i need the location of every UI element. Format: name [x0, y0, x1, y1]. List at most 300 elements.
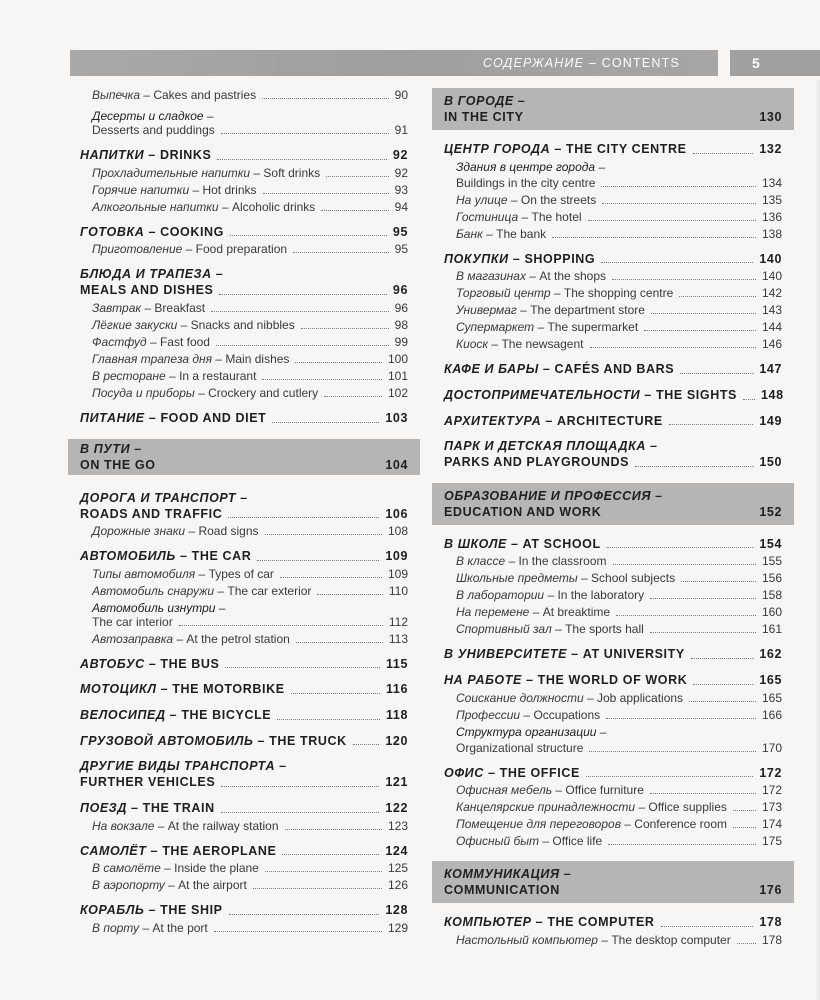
- toc-entry[interactable]: Посуда и приборы – Crockery and cutlery 102: [92, 385, 408, 400]
- section-en: PARKS AND PLAYGROUNDS: [444, 455, 630, 470]
- toc-section[interactable]: НА РАБОТЕ – THE WORLD OF WORK 165: [444, 673, 782, 687]
- entry-ru: Профессии: [456, 707, 521, 722]
- dot-leader: [601, 262, 753, 263]
- toc-entry[interactable]: Дорожные знаки – Road signs 108: [92, 524, 408, 539]
- page-ref: 122: [385, 800, 408, 815]
- toc-entry[interactable]: Универмаг – The department store 143: [456, 303, 782, 318]
- section-en: THE BICYCLE: [181, 708, 272, 722]
- entry-ru: Десерты и сладкое –: [92, 109, 214, 123]
- page-ref: 101: [387, 368, 408, 383]
- toc-entry[interactable]: Супермаркет – The supermarket 144: [456, 320, 782, 335]
- toc-section[interactable]: АВТОМОБИЛЬ – THE CAR 109: [80, 549, 408, 564]
- chapter-band-in-the-city[interactable]: [432, 88, 794, 130]
- entry-en: Organizational structure: [456, 740, 584, 755]
- dot-leader: [253, 888, 382, 889]
- entry-en: Soft drinks: [263, 165, 321, 180]
- toc-entry[interactable]: Фастфуд – Fast food 99: [92, 334, 408, 349]
- page-ref: 138: [761, 226, 782, 241]
- entry-ru: Алкогольные напитки: [92, 199, 219, 214]
- entry-ru: Помещение для переговоров: [456, 817, 621, 832]
- toc-entry[interactable]: Соискание должности – Job applications 165: [456, 690, 782, 705]
- entry-ru: В ресторане: [92, 368, 166, 383]
- dot-leader: [280, 577, 382, 578]
- page-ref: 126: [387, 878, 408, 893]
- entry-en: Road signs: [198, 524, 259, 539]
- entry-en: The bank: [496, 226, 547, 241]
- page-ref: 108: [387, 524, 408, 539]
- entry-en: School subjects: [591, 571, 676, 586]
- entry-en: Hot drinks: [202, 182, 257, 197]
- entry-ru: Горячие напитки: [92, 182, 190, 197]
- toc-entry[interactable]: На улице – On the streets 135: [456, 192, 782, 207]
- page-ref: 103: [385, 410, 408, 425]
- toc-entry[interactable]: Прохладительные напитки – Soft drinks 92: [92, 165, 408, 180]
- toc-column-right: [444, 88, 782, 948]
- section-ru: КОРАБЛЬ: [80, 903, 145, 918]
- page-ref: 92: [394, 165, 408, 180]
- entry-ru: Настольный компьютер: [456, 932, 598, 947]
- entry-ru: Лёгкие закуски: [92, 317, 178, 332]
- toc-entry[interactable]: Профессии – Occupations 166: [456, 707, 782, 722]
- toc-entry[interactable]: Приготовление – Food preparation 95: [92, 242, 408, 257]
- entry-en: Job applications: [597, 690, 684, 705]
- page-ref: 178: [759, 915, 782, 930]
- page-ref: 120: [385, 733, 408, 748]
- page-ref: 110: [388, 583, 408, 598]
- toc-entry[interactable]: Канцелярские принадлежности – Office supplies 173: [456, 800, 782, 815]
- chapter-band-education-and-work[interactable]: [432, 483, 794, 525]
- page-ref: 124: [385, 843, 408, 858]
- entry-en: Inside the plane: [174, 861, 259, 876]
- dot-leader: [602, 203, 756, 204]
- section-ru: САМОЛЁТ: [80, 843, 147, 858]
- section-en: THE SHIP: [160, 903, 223, 918]
- entry-en: Breakfast: [154, 300, 206, 315]
- toc-entry[interactable]: Школьные предметы – School subjects 156: [456, 571, 782, 586]
- section-ru: АВТОМОБИЛЬ: [80, 549, 176, 564]
- toc-section[interactable]: [444, 439, 782, 471]
- section-en: FURTHER VEHICLES: [80, 775, 216, 790]
- page-ref: 96: [392, 283, 408, 298]
- entry-en: At the airport: [178, 878, 247, 893]
- entry-ru: Фастфуд: [92, 334, 147, 349]
- dot-leader: [733, 810, 756, 811]
- section-en: THE CAR: [191, 549, 252, 564]
- entry-ru: На перемене: [456, 605, 530, 620]
- entry-ru: В магазинах: [456, 269, 526, 284]
- toc-entry[interactable]: [80, 601, 408, 630]
- toc-section[interactable]: В ШКОЛЕ – AT SCHOOL 154: [444, 536, 782, 551]
- section-en: THE TRAIN: [142, 800, 215, 815]
- toc-entry[interactable]: Автозаправка – At the petrol station 113: [92, 631, 408, 646]
- dot-leader: [217, 159, 386, 160]
- section-ru: НАПИТКИ: [80, 148, 145, 162]
- page-ref: 140: [759, 251, 782, 266]
- toc-entry[interactable]: На вокзале – At the railway station 123: [92, 818, 408, 833]
- page-ref: 166: [761, 707, 782, 722]
- page-ref: 116: [386, 682, 408, 697]
- entry-ru: В самолёте: [92, 861, 161, 876]
- page-ref: 147: [759, 362, 782, 377]
- section-en: DRINKS: [159, 148, 212, 162]
- toc-section[interactable]: [80, 491, 408, 523]
- dot-leader: [295, 362, 382, 363]
- page-ref: 121: [385, 775, 408, 790]
- entry-ru: Посуда и приборы: [92, 385, 195, 400]
- page-ref: 102: [387, 385, 408, 400]
- entry-en: Types of car: [208, 566, 274, 581]
- toc-entry[interactable]: В порту – At the port 129: [92, 920, 408, 935]
- page-ref: 95: [394, 242, 408, 257]
- entry-en: In the laboratory: [557, 588, 645, 603]
- entry-ru: Приготовление: [92, 242, 183, 257]
- page-ref: 149: [759, 413, 782, 428]
- dot-leader: [317, 594, 382, 595]
- page-edge-shadow: [814, 80, 820, 1000]
- page-ref: 143: [761, 303, 782, 318]
- toc-entry[interactable]: Алкогольные напитки – Alcoholic drinks 94: [92, 199, 408, 214]
- entry-en: In a restaurant: [179, 368, 257, 383]
- page-ref: 132: [759, 142, 782, 156]
- header-title-separator: –: [584, 56, 602, 70]
- toc-entry[interactable]: Киоск – The newsagent 146: [456, 337, 782, 352]
- toc-entry[interactable]: [80, 109, 408, 138]
- dot-leader: [689, 701, 756, 702]
- chapter-en: COMMUNICATION: [444, 883, 560, 898]
- entry-en: Cakes and pastries: [153, 88, 257, 102]
- chapter-ru: В ПУТИ –: [80, 441, 142, 456]
- section-ru: ГОТОВКА: [80, 224, 145, 239]
- dot-leader: [552, 237, 756, 238]
- entry-en: Alcoholic drinks: [231, 199, 316, 214]
- page-ref: 142: [761, 286, 782, 301]
- header-title-en: CONTENTS: [601, 56, 680, 70]
- entry-ru: В классе: [456, 554, 506, 569]
- page-ref: 178: [761, 932, 782, 947]
- section-ru: ПИТАНИЕ: [80, 410, 145, 425]
- entry-ru: Завтрак: [92, 300, 142, 315]
- entry-ru: Главная трапеза дня: [92, 351, 213, 366]
- entry-en: Desserts and puddings: [92, 123, 215, 137]
- section-ru: АРХИТЕКТУРА: [444, 413, 542, 428]
- toc-section[interactable]: [80, 759, 408, 791]
- chapter-en: EDUCATION AND WORK: [444, 504, 602, 519]
- page-ref: 173: [761, 800, 782, 815]
- page-ref: 158: [761, 588, 782, 603]
- dot-leader: [214, 931, 382, 932]
- page-ref: 90: [394, 88, 408, 102]
- section-en: THE AEROPLANE: [162, 843, 277, 858]
- page-ref: 92: [392, 148, 408, 162]
- toc-section[interactable]: НАПИТКИ – DRINKS 92: [80, 148, 408, 162]
- toc-entry[interactable]: В классе – In the classroom 155: [456, 554, 782, 569]
- toc-entry[interactable]: На перемене – At breaktime 160: [456, 605, 782, 620]
- entry-ru: Киоск: [456, 337, 489, 352]
- page-ref: 130: [759, 110, 782, 124]
- dot-leader: [613, 564, 756, 565]
- toc-section[interactable]: ВЕЛОСИПЕД – THE BICYCLE 118: [80, 708, 408, 722]
- toc-entry[interactable]: В аэропорту – At the airport 126: [92, 878, 408, 893]
- section-ru: АВТОБУС: [80, 656, 145, 671]
- entry-en: Main dishes: [225, 351, 290, 366]
- dot-leader: [586, 776, 753, 777]
- section-ru: ПОКУПКИ: [444, 251, 509, 266]
- entry-en: Snacks and nibbles: [190, 317, 295, 332]
- dot-leader: [219, 294, 386, 295]
- chapter-band-communication[interactable]: [432, 861, 794, 903]
- page-ref: 161: [761, 622, 782, 637]
- dot-leader: [601, 186, 756, 187]
- dot-leader: [693, 153, 754, 154]
- dot-leader: [679, 296, 756, 297]
- toc-section[interactable]: АВТОБУС – THE BUS 115: [80, 656, 408, 671]
- dot-leader: [301, 328, 389, 329]
- dot-leader: [644, 330, 756, 331]
- toc-entry[interactable]: [444, 725, 782, 756]
- dot-leader: [590, 347, 756, 348]
- page-ref: 165: [761, 690, 782, 705]
- dot-leader: [211, 311, 389, 312]
- page-ref: 109: [385, 549, 408, 564]
- page-ref: 91: [394, 123, 408, 137]
- section-ru: НА РАБОТЕ: [444, 673, 522, 687]
- section-ru: КОМПЬЮТЕР: [444, 915, 532, 930]
- entry-ru: В лаборатории: [456, 588, 545, 603]
- chapter-ru: КОММУНИКАЦИЯ –: [444, 867, 572, 882]
- page-ref: 165: [759, 673, 782, 687]
- section-ru: ПАРК И ДЕТСКАЯ ПЛОЩАДКА –: [444, 439, 658, 454]
- entry-en: Buildings in the city centre: [456, 175, 596, 190]
- dot-leader: [589, 751, 756, 752]
- toc-entry[interactable]: Офисная мебель – Office furniture 172: [456, 783, 782, 798]
- dot-leader: [353, 744, 380, 745]
- dot-leader: [282, 854, 379, 855]
- page-ref: 104: [385, 457, 408, 472]
- page-ref: 113: [388, 631, 408, 646]
- toc-entry[interactable]: В самолёте – Inside the plane 125: [92, 861, 408, 876]
- page-ref: 160: [761, 605, 782, 620]
- page-ref: 134: [761, 175, 782, 190]
- entry-ru: Спортивный зал: [456, 622, 552, 637]
- section-ru: КАФЕ И БАРЫ: [444, 362, 539, 377]
- toc-section[interactable]: ПОКУПКИ – SHOPPING 140: [444, 251, 782, 266]
- chapter-ru: В ГОРОДЕ –: [444, 94, 526, 108]
- toc-entry[interactable]: Завтрак – Breakfast 96: [92, 300, 408, 315]
- section-en: AT UNIVERSITY: [582, 647, 685, 662]
- page-ref: 162: [759, 647, 782, 662]
- chapter-band-on-the-go[interactable]: [68, 439, 420, 475]
- page-ref: 115: [386, 656, 408, 671]
- page-ref: 98: [394, 317, 408, 332]
- entry-en: The supermarket: [547, 320, 639, 335]
- running-header: [70, 50, 718, 76]
- toc-entry[interactable]: Главная трапеза дня – Main dishes 100: [92, 351, 408, 366]
- section-en: CAFÉS AND BARS: [554, 362, 675, 377]
- toc-section[interactable]: САМОЛЁТ – THE AEROPLANE 124: [80, 843, 408, 858]
- entry-en: The car exterior: [227, 583, 312, 598]
- entry-en: The car interior: [92, 614, 173, 629]
- dot-leader: [179, 625, 383, 626]
- page-ref: 154: [759, 536, 782, 551]
- toc-section[interactable]: КОМПЬЮТЕР – THE COMPUTER 178: [444, 915, 782, 930]
- entry-en: On the streets: [520, 192, 597, 207]
- toc-entry[interactable]: В ресторане – In a restaurant 101: [92, 368, 408, 383]
- entry-en: The shopping centre: [563, 286, 674, 301]
- section-ru: В УНИВЕРСИТЕТЕ: [444, 647, 568, 662]
- toc-entry[interactable]: Горячие напитки – Hot drinks 93: [92, 182, 408, 197]
- dot-leader: [216, 345, 389, 346]
- entry-en: The newsagent: [501, 337, 584, 352]
- section-ru: ПОЕЗД: [80, 800, 127, 815]
- page-ref: 135: [761, 192, 782, 207]
- section-en: THE SIGHTS: [655, 387, 737, 402]
- entry-ru: Прохладительные напитки: [92, 165, 251, 180]
- dot-leader: [265, 534, 382, 535]
- page-ref: 93: [394, 182, 408, 197]
- dot-leader: [737, 943, 756, 944]
- page-ref: 176: [759, 883, 782, 898]
- dot-leader: [588, 220, 756, 221]
- dot-leader: [606, 718, 756, 719]
- entry-en: Occupations: [533, 707, 601, 722]
- entry-en: At the shops: [539, 269, 607, 284]
- page-ref: 123: [387, 818, 408, 833]
- dot-leader: [650, 632, 756, 633]
- entry-ru: Банк: [456, 226, 483, 241]
- section-ru: ДОСТОПРИМЕЧАТЕЛЬНОСТИ: [444, 387, 641, 402]
- page-ref: 96: [394, 300, 408, 315]
- page-ref: 109: [387, 566, 408, 581]
- page-ref: 140: [761, 269, 782, 284]
- toc-section[interactable]: МОТОЦИКЛ – THE MOTORBIKE 116: [80, 682, 408, 697]
- section-en: THE OFFICE: [499, 765, 580, 780]
- section-ru: ДРУГИЕ ВИДЫ ТРАНСПОРТА –: [80, 759, 287, 774]
- dot-leader: [635, 466, 753, 467]
- toc-entry[interactable]: В магазинах – At the shops 140: [456, 269, 782, 284]
- section-en: THE MOTORBIKE: [172, 682, 285, 697]
- toc-entry[interactable]: В лаборатории – In the laboratory 158: [456, 588, 782, 603]
- toc-section[interactable]: КОРАБЛЬ – THE SHIP 128: [80, 903, 408, 918]
- page-ref: 172: [759, 765, 782, 780]
- toc-entry[interactable]: [444, 160, 782, 191]
- toc-section[interactable]: ПИТАНИЕ – FOOD AND DIET 103: [80, 410, 408, 425]
- dot-leader: [221, 133, 389, 134]
- toc-section[interactable]: ЦЕНТР ГОРОДА – THE CITY CENTRE 132: [444, 142, 782, 156]
- dot-leader: [221, 812, 380, 813]
- entry-ru: Канцелярские принадлежности: [456, 800, 636, 815]
- toc-section[interactable]: В УНИВЕРСИТЕТЕ – AT UNIVERSITY 162: [444, 647, 782, 662]
- page-ref: 148: [761, 387, 784, 402]
- page-ref: 156: [761, 571, 782, 586]
- chapter-en: IN THE CITY: [444, 110, 524, 124]
- page-ref: 144: [761, 320, 782, 335]
- toc-entry[interactable]: Офисный быт – Office life 175: [456, 834, 782, 849]
- entry-en: Crockery and cutlery: [208, 385, 319, 400]
- entry-ru: Типы автомобиля: [92, 566, 196, 581]
- dot-leader: [608, 844, 756, 845]
- entry-ru: Автомобиль снаружи: [92, 583, 215, 598]
- entry-en: Food preparation: [195, 242, 288, 257]
- section-en: SHOPPING: [524, 251, 596, 266]
- toc-entry[interactable]: Выпечка – Cakes and pastries 90: [92, 88, 408, 102]
- toc-section[interactable]: ГРУЗОВОЙ АВТОМОБИЛЬ – THE TRUCK 120: [80, 733, 408, 748]
- toc-entry[interactable]: Настольный компьютер – The desktop computer 178: [456, 932, 782, 947]
- dot-leader: [650, 598, 756, 599]
- page-ref: 172: [761, 783, 782, 798]
- toc-entry[interactable]: Помещение для переговоров – Conference room 174: [456, 817, 782, 832]
- entry-en: Office furniture: [565, 783, 644, 798]
- dot-leader: [291, 693, 380, 694]
- entry-ru: Соискание должности: [456, 690, 584, 705]
- toc-column-left: [80, 88, 408, 936]
- page-ref: 129: [387, 920, 408, 935]
- toc-section[interactable]: ОФИС – THE OFFICE 172: [444, 765, 782, 780]
- entry-ru: Выпечка: [92, 88, 140, 102]
- entry-ru: Универмаг: [456, 303, 517, 318]
- toc-entry[interactable]: Спортивный зал – The sports hall 161: [456, 622, 782, 637]
- page-ref: 106: [385, 506, 408, 521]
- dot-leader: [228, 517, 379, 518]
- toc-entry[interactable]: Типы автомобиля – Types of car 109: [92, 566, 408, 581]
- toc-section[interactable]: АРХИТЕКТУРА – ARCHITECTURE 149: [444, 413, 782, 428]
- toc-section[interactable]: ПОЕЗД – THE TRAIN 122: [80, 800, 408, 815]
- entry-ru: Структура организации –: [456, 724, 607, 739]
- dot-leader: [661, 926, 754, 927]
- dot-leader: [265, 871, 382, 872]
- page-ref: 175: [761, 834, 782, 849]
- section-ru: МОТОЦИКЛ: [80, 682, 157, 697]
- entry-ru: Школьные предметы: [456, 571, 578, 586]
- toc-entry[interactable]: Автомобиль снаружи – The car exterior 110: [92, 583, 408, 598]
- toc-entry[interactable]: Гостиница – The hotel 136: [456, 209, 782, 224]
- entry-ru: Гостиница: [456, 209, 519, 224]
- section-ru: ДОРОГА И ТРАНСПОРТ –: [80, 490, 248, 505]
- dot-leader: [743, 399, 755, 400]
- toc-section[interactable]: КАФЕ И БАРЫ – CAFÉS AND BARS 147: [444, 362, 782, 377]
- toc-entry[interactable]: Банк – The bank 138: [456, 226, 782, 241]
- dot-leader: [262, 379, 382, 380]
- entry-ru: Автозаправка: [92, 631, 174, 646]
- entry-en: The desktop computer: [611, 932, 731, 947]
- dot-leader: [733, 827, 756, 828]
- page-ref: 150: [759, 455, 782, 470]
- dot-leader: [321, 210, 388, 211]
- entry-ru: Офисный быт: [456, 834, 540, 849]
- entry-en: Office life: [552, 834, 603, 849]
- dot-leader: [650, 793, 756, 794]
- toc-section[interactable]: ГОТОВКА – COOKING 95: [80, 224, 408, 239]
- section-ru: БЛЮДА И ТРАПЕЗА –: [80, 267, 224, 282]
- section-en: THE WORLD OF WORK: [537, 673, 688, 687]
- dot-leader: [324, 396, 382, 397]
- entry-ru: Автомобиль изнутри –: [92, 600, 226, 615]
- dot-leader: [262, 98, 389, 99]
- section-en: ROADS AND TRAFFIC: [80, 506, 223, 521]
- entry-en: In the classroom: [518, 554, 607, 569]
- section-ru: ОФИС: [444, 765, 484, 780]
- page-ref: 152: [759, 504, 782, 519]
- chapter-en: ON THE GO: [80, 457, 156, 472]
- toc-entry[interactable]: Торговый центр – The shopping centre 142: [456, 286, 782, 301]
- toc-section[interactable]: [80, 267, 408, 299]
- dot-leader: [669, 424, 754, 425]
- toc-entry[interactable]: Лёгкие закуски – Snacks and nibbles 98: [92, 317, 408, 332]
- toc-section[interactable]: ДОСТОПРИМЕЧАТЕЛЬНОСТИ – THE SIGHTS 148: [444, 387, 784, 402]
- page-ref: 112: [388, 614, 408, 629]
- entry-en: At the port: [152, 920, 208, 935]
- page-ref: 128: [385, 903, 408, 918]
- page-ref: 118: [386, 708, 408, 722]
